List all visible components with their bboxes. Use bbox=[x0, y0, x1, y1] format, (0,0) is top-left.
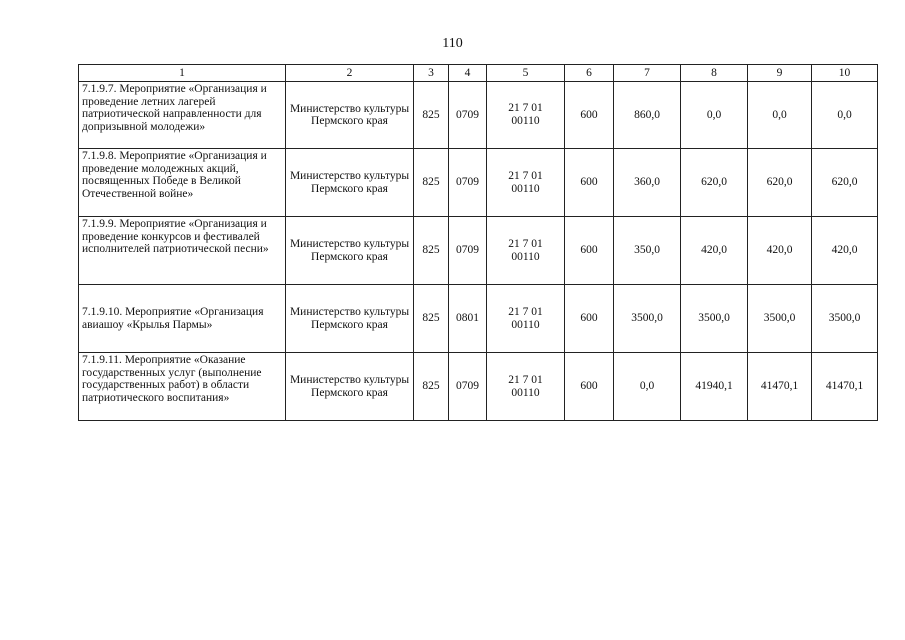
ministry-cell: Министерство культуры Пермского края bbox=[286, 82, 414, 149]
code-cell: 825 bbox=[414, 285, 449, 353]
code-cell: 825 bbox=[414, 149, 449, 217]
code-cell: 825 bbox=[414, 353, 449, 421]
activity-name-cell: 7.1.9.8. Мероприятие «Организация и проведение молодежных акций, посвященных Победе в Великой Отечественной войне» bbox=[79, 149, 286, 217]
expense-type-cell: 600 bbox=[565, 353, 614, 421]
amount-cell: 0,0 bbox=[812, 82, 878, 149]
section-cell: 0709 bbox=[449, 82, 487, 149]
amount-cell: 620,0 bbox=[681, 149, 748, 217]
amount-cell: 360,0 bbox=[614, 149, 681, 217]
section-cell: 0709 bbox=[449, 353, 487, 421]
amount-cell: 420,0 bbox=[681, 217, 748, 285]
table-row bbox=[79, 82, 878, 149]
target-article-cell bbox=[487, 285, 565, 353]
section-cell: 0709 bbox=[449, 149, 487, 217]
budget-table bbox=[78, 64, 878, 421]
target-article-line1: 21 7 01 bbox=[508, 237, 543, 250]
amount-cell: 620,0 bbox=[812, 149, 878, 217]
expense-type-cell: 600 bbox=[565, 217, 614, 285]
amount-cell: 420,0 bbox=[748, 217, 812, 285]
ministry-cell: Министерство культуры Пермского края bbox=[286, 217, 414, 285]
ministry-cell: Министерство культуры Пермского края bbox=[286, 353, 414, 421]
table-row bbox=[79, 353, 878, 421]
code-cell: 825 bbox=[414, 217, 449, 285]
activity-name-cell: 7.1.9.11. Мероприятие «Оказание государственных услуг (выполнение государственных работ) в области патриотического воспитания» bbox=[79, 353, 286, 421]
ministry-cell: Министерство культуры Пермского края bbox=[286, 149, 414, 217]
target-article-line1: 21 7 01 bbox=[508, 102, 543, 114]
table-row bbox=[79, 285, 878, 353]
column-header: 1 bbox=[79, 65, 286, 82]
table-row bbox=[79, 217, 878, 285]
expense-type-cell: 600 bbox=[565, 285, 614, 353]
target-article-line2: 00110 bbox=[511, 115, 540, 127]
amount-cell: 41940,1 bbox=[681, 353, 748, 421]
section-cell: 0709 bbox=[449, 217, 487, 285]
amount-cell: 3500,0 bbox=[812, 285, 878, 353]
column-header: 3 bbox=[414, 65, 449, 82]
table-row bbox=[79, 149, 878, 217]
page-number: 110 bbox=[442, 36, 463, 51]
amount-cell: 0,0 bbox=[748, 82, 812, 149]
column-header: 5 bbox=[487, 65, 565, 82]
amount-cell: 860,0 bbox=[614, 82, 681, 149]
column-header: 4 bbox=[449, 65, 487, 82]
amount-cell: 3500,0 bbox=[614, 285, 681, 353]
column-header: 2 bbox=[286, 65, 414, 82]
code-cell: 825 bbox=[414, 82, 449, 149]
activity-name-cell: 7.1.9.10. Мероприятие «Организация авиашоу «Крылья Пармы» bbox=[79, 285, 286, 353]
target-article-line2: 00110 bbox=[511, 182, 540, 195]
expense-type-cell: 600 bbox=[565, 149, 614, 217]
expense-type-cell: 600 bbox=[565, 82, 614, 149]
target-article-cell bbox=[487, 217, 565, 285]
column-header: 8 bbox=[681, 65, 748, 82]
column-header: 6 bbox=[565, 65, 614, 82]
amount-cell: 620,0 bbox=[748, 149, 812, 217]
target-article-line2: 00110 bbox=[511, 250, 540, 263]
column-number-row bbox=[79, 65, 878, 82]
target-article-line2: 00110 bbox=[511, 318, 540, 331]
activity-name-cell: 7.1.9.9. Мероприятие «Организация и проведение конкурсов и фестивалей исполнителей патриотической песни» bbox=[79, 217, 286, 285]
activity-name-cell: 7.1.9.7. Мероприятие «Организация и проведение летних лагерей патриотической направленности для допризывной молодежи» bbox=[79, 82, 286, 149]
target-article-line1: 21 7 01 bbox=[508, 305, 543, 318]
target-article-line2: 00110 bbox=[511, 386, 540, 399]
target-article-cell bbox=[487, 82, 565, 149]
amount-cell: 41470,1 bbox=[812, 353, 878, 421]
target-article-line1: 21 7 01 bbox=[508, 169, 543, 182]
target-article-line1: 21 7 01 bbox=[508, 373, 543, 386]
amount-cell: 41470,1 bbox=[748, 353, 812, 421]
amount-cell: 3500,0 bbox=[681, 285, 748, 353]
section-cell: 0801 bbox=[449, 285, 487, 353]
amount-cell: 0,0 bbox=[614, 353, 681, 421]
column-header: 7 bbox=[614, 65, 681, 82]
column-header: 9 bbox=[748, 65, 812, 82]
target-article-cell bbox=[487, 149, 565, 217]
amount-cell: 420,0 bbox=[812, 217, 878, 285]
ministry-cell: Министерство культуры Пермского края bbox=[286, 285, 414, 353]
target-article-cell bbox=[487, 353, 565, 421]
column-header: 10 bbox=[812, 65, 878, 82]
amount-cell: 0,0 bbox=[681, 82, 748, 149]
amount-cell: 3500,0 bbox=[748, 285, 812, 353]
amount-cell: 350,0 bbox=[614, 217, 681, 285]
